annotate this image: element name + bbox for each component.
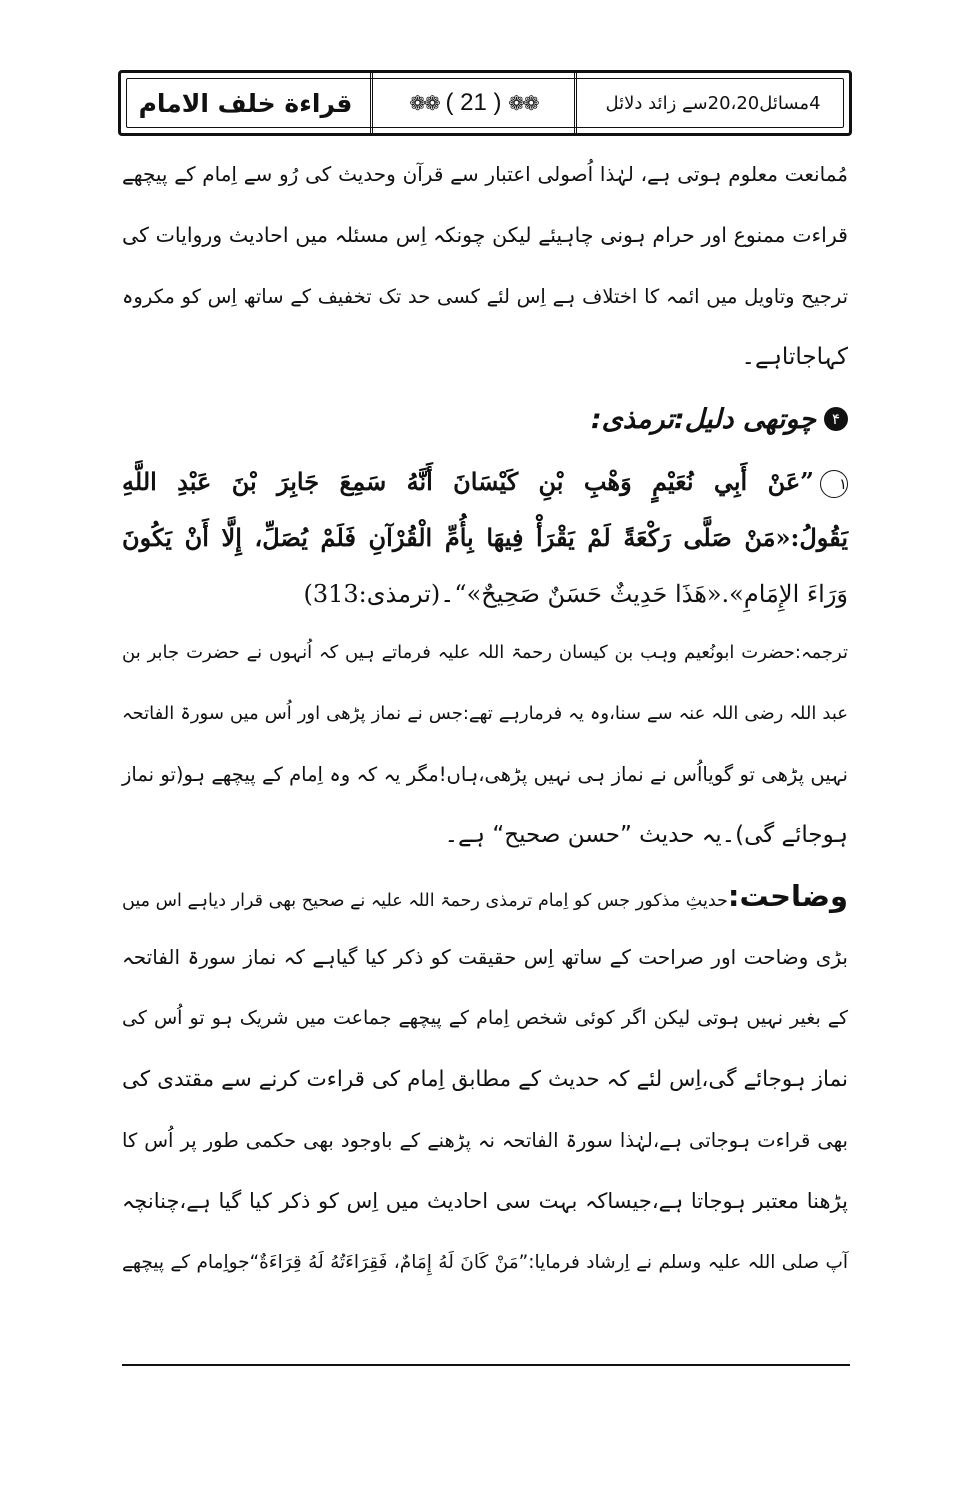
section-title-cell xyxy=(577,73,849,133)
explanation-line-text: حدیثِ مذکور جس کو اِمام ترمذی رحمۃ اللہ علیہ نے صحیح بھی قرار دیاہے اس میں xyxy=(122,891,728,911)
heading-number: ۴ xyxy=(824,407,848,431)
hadith-line-text: ”عَنْ أَبِي نُعَيْمٍ وَهْبِ بْنِ كَيْسَانَ أَنَّهُ سَمِعَ جَابِرَ بْنَ عَبْدِ اللَّهِ xyxy=(122,467,814,496)
explanation-line xyxy=(122,866,848,927)
explanation-line: آپ صلی اللہ علیہ وسلم نے اِرشاد فرمایا:”مَنْ كَانَ لَهُ إِمَامٌ، فَقِرَاءَتُهُ لَهُ قِرَاءَةٌ“جواِمام کے پیچھے xyxy=(122,1252,848,1273)
explanation-line: بڑی وضاحت اور صراحت کے ساتھ اِس حقیقت کو ذکر کیا گیاہے کہ نماز سورۃ الفاتحہ xyxy=(122,945,848,969)
explanation-paragraph xyxy=(122,866,848,1293)
intro-paragraph xyxy=(122,144,848,388)
page-number: ❁❁ ( 21 ) ❁❁ xyxy=(409,89,538,116)
heading-text: چوتھی دلیل:ترمذی: xyxy=(590,403,816,435)
explanation-line: کے بغیر نہیں ہوتی لیکن اگر کوئی شخص اِمام کے پیچھے جماعت میں شریک ہو تو اُس کی xyxy=(122,1007,848,1029)
hadith-line: وَرَاءَ الإِمَامِ».«هَذَا حَدِيثٌ حَسَنٌ صَحِيحٌ»“۔(ترمذی:313) xyxy=(303,580,848,608)
explanation-line: نماز ہوجائے گی،اِس لئے کہ حدیث کے مطابق اِمام کی قراءت کرنے سے مقتدی کی xyxy=(122,1067,848,1092)
page-number-value: 21 xyxy=(460,89,487,116)
explanation-line: پڑھنا معتبر ہوجاتا ہے،جیساکہ بہت سی احادیث میں اِس کو ذکر کیا گیا ہے،چنانچہ xyxy=(122,1189,848,1213)
explanation-label: وضاحت: xyxy=(727,879,848,913)
text-line: مُمانعت معلوم ہوتی ہے، لہٰذا اُصولی اعتبار سے قرآن وحدیث کی رُو سے اِمام کے پیچھے xyxy=(122,162,848,186)
hadith-text xyxy=(122,454,848,622)
translation-line: نہیں پڑھی تو گویااُس نے نماز ہی نہیں پڑھی،ہاں!مگر یہ کہ وہ اِمام کے پیچھے ہو(تو نماز xyxy=(122,763,848,786)
page-header xyxy=(118,70,852,136)
evidence-heading xyxy=(122,388,848,450)
text-line: ترجیح وتاویل میں ائمہ کا اختلاف ہے اِس لئے کسی حد تک تخفیف کے ساتھ اِس کو مکروہ xyxy=(122,285,848,308)
ornament-left-icon: ❁❁ xyxy=(409,93,439,115)
section-title: 4مسائل20،20سے زائد دلائل xyxy=(605,92,821,114)
hadith-number: ۱ xyxy=(820,470,848,498)
hadith-line xyxy=(122,454,848,510)
footer-divider xyxy=(122,1364,850,1366)
book-title: قراءة خلف الامام xyxy=(138,88,353,118)
explanation-line: بھی قراءت ہوجاتی ہے،لہٰذا سورۃ الفاتحہ نہ پڑھنے کے باوجود بھی حکمی طور پر اُس کا xyxy=(122,1129,848,1152)
translation-line: ہوجائے گی)۔یہ حدیث ”حسن صحیح“ ہے۔ xyxy=(444,822,848,848)
translation-paragraph xyxy=(122,622,848,866)
book-title-cell xyxy=(121,73,373,133)
translation-line: عبد اللہ رضی اللہ عنہ سے سنا،وہ یہ فرمارہے تھے:جس نے نماز پڑھی اور اُس میں سورۃ الفاتحہ xyxy=(122,703,848,724)
text-line: کہاجاتاہے۔ xyxy=(741,344,848,370)
book-page xyxy=(118,70,852,1370)
ornament-right-icon: ❁❁ xyxy=(508,93,538,115)
page-body xyxy=(122,144,848,1293)
page-number-cell xyxy=(373,73,577,133)
translation-line: ترجمہ:حضرت ابونُعیم وہب بن کیسان رحمۃ اللہ علیہ فرماتے ہیں کہ اُنہوں نے حضرت جابر بن xyxy=(122,642,848,663)
hadith-line: يَقُولُ:«مَنْ صَلَّى رَكْعَةً لَمْ يَقْرَأْ فِيهَا بِأُمِّ الْقُرْآنِ فَلَمْ يُصَلِّ، إِلَّا أَنْ يَكُونَ xyxy=(122,523,848,552)
text-line: قراءت ممنوع اور حرام ہونی چاہیئے لیکن چونکہ اِس مسئلہ میں احادیث وروایات کی xyxy=(122,223,848,247)
